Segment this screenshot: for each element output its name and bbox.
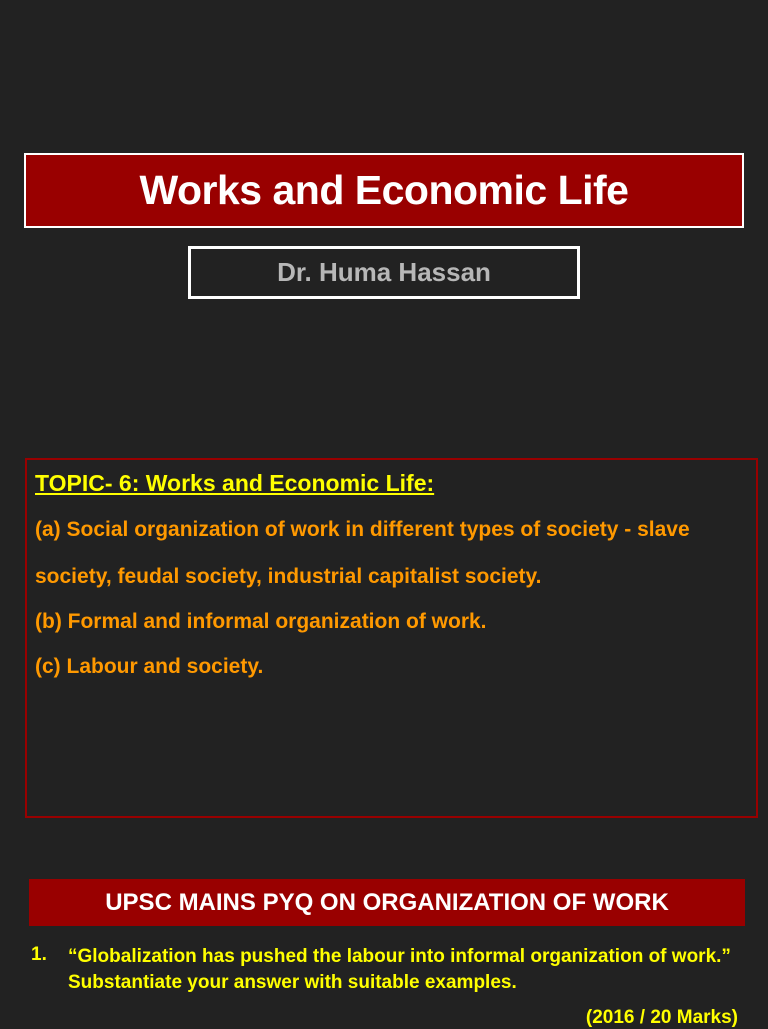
- question-marks: (2016 / 20 Marks): [585, 1007, 738, 1028]
- page-title: Works and Economic Life: [139, 167, 629, 213]
- pyq-heading: UPSC MAINS PYQ ON ORGANIZATION OF WORK: [105, 888, 669, 916]
- question-number: 1.: [31, 944, 47, 965]
- title-banner: [24, 153, 744, 228]
- topic-item: society, feudal society, industrial capitalist society.: [35, 565, 542, 588]
- question-text: “Globalization has pushed the labour into informal organization of work.” Substantiate your answer with suitable examples.: [68, 946, 731, 993]
- topic-item: (c) Labour and society.: [35, 655, 264, 678]
- topic-box: [25, 458, 758, 818]
- author-name: Dr. Huma Hassan: [277, 257, 491, 287]
- topic-item: (b) Formal and informal organization of work.: [35, 610, 487, 633]
- topic-heading: TOPIC- 6: Works and Economic Life:: [35, 470, 435, 496]
- author-box: [188, 246, 580, 299]
- topic-item: (a) Social organization of work in different types of society - slave: [35, 518, 690, 541]
- pyq-heading-bar: [29, 879, 745, 926]
